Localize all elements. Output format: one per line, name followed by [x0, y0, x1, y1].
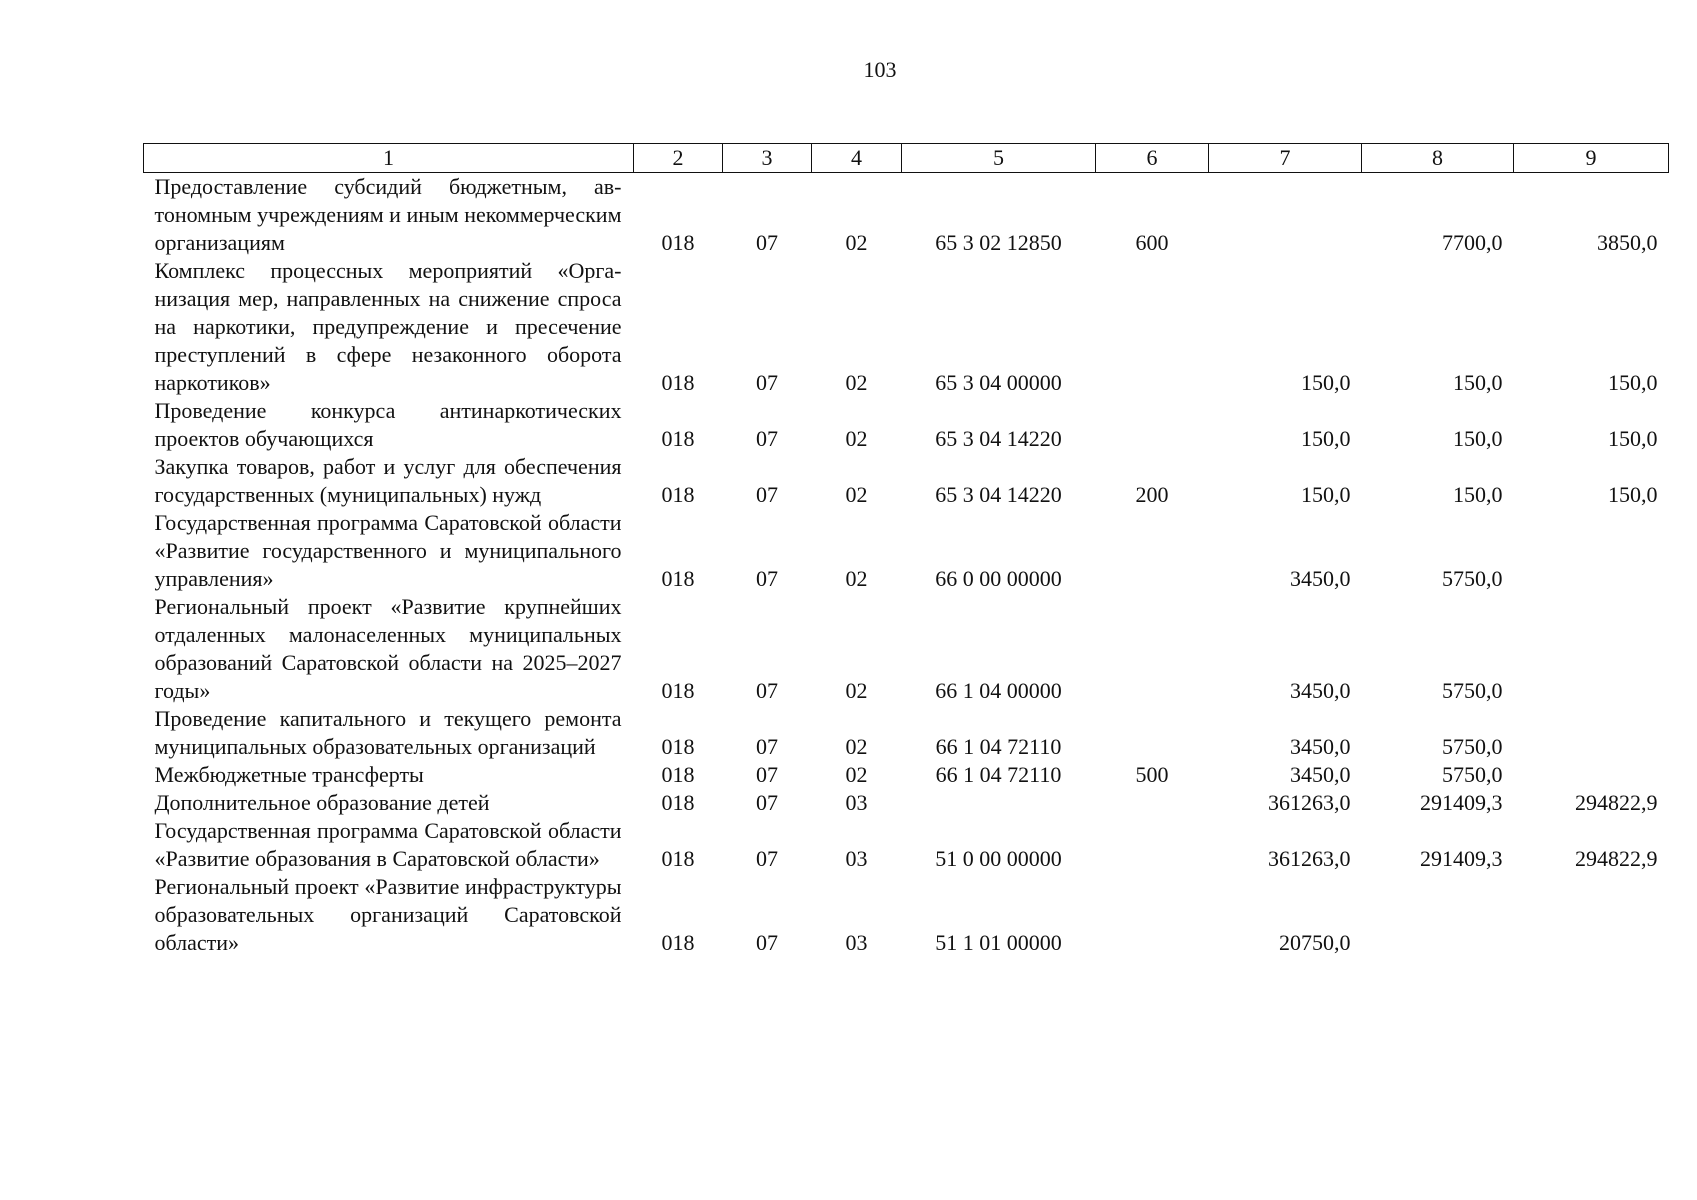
- amount-col8: 5750,0: [1442, 566, 1503, 591]
- table-row: [144, 789, 1669, 817]
- amount-col9: 150,0: [1608, 370, 1658, 395]
- section-code: 07: [756, 482, 778, 507]
- section-code: 07: [756, 370, 778, 395]
- amount-col9: [1514, 509, 1669, 593]
- ministry-code: 018: [661, 230, 695, 255]
- expense-type-code: [1096, 593, 1209, 705]
- row-description: Региональный проект «Развитие инфраструктуры образовательных организаций Саратовской области»: [154, 874, 622, 955]
- section-code: 07: [756, 930, 778, 955]
- amount-col7: 3450,0: [1290, 566, 1351, 591]
- amount-col8: [1362, 873, 1514, 957]
- row-description: Региональный проект «Развитие крупнейших отдаленных малонаселенных муниципальных образований Саратовской области на 2025–2027 годы»: [154, 594, 622, 703]
- column-header-1: 1: [144, 144, 634, 173]
- table-row: [144, 257, 1669, 397]
- row-description: Предоставление субсидий бюджетным, автономным учреждениям и иным некоммерческим организациям: [154, 174, 622, 255]
- expense-type-code: [1096, 509, 1209, 593]
- column-header-9: 9: [1514, 144, 1669, 173]
- section-code: 07: [756, 846, 778, 871]
- expense-type-code: [1096, 257, 1209, 397]
- subsection-code: 03: [845, 930, 868, 955]
- amount-col7: 150,0: [1301, 482, 1351, 507]
- section-code: 07: [756, 790, 778, 815]
- header-row: [144, 144, 1669, 173]
- table-row: [144, 817, 1669, 873]
- target-item-code: 66 1 04 00000: [935, 678, 1062, 703]
- target-item-code: 66 0 00 00000: [935, 566, 1062, 591]
- column-header-4: 4: [812, 144, 902, 173]
- expense-type-code: [1096, 705, 1209, 761]
- subsection-code: 02: [845, 678, 868, 703]
- amount-col7: 150,0: [1301, 426, 1351, 451]
- amount-col8: 150,0: [1453, 426, 1503, 451]
- row-description: Проведение капитального и текущего ремонта муниципальных образовательных организаций: [154, 706, 622, 759]
- expense-type-code: [1096, 789, 1209, 817]
- section-code: 07: [756, 230, 778, 255]
- amount-col9: 294822,9: [1575, 846, 1658, 871]
- ministry-code: 018: [661, 482, 695, 507]
- column-header-2: 2: [634, 144, 723, 173]
- section-code: 07: [756, 426, 778, 451]
- expense-type-code: [1096, 397, 1209, 453]
- table-row: [144, 873, 1669, 957]
- amount-col7: [1209, 173, 1362, 258]
- subsection-code: 02: [845, 426, 868, 451]
- subsection-code: 02: [845, 566, 868, 591]
- subsection-code: 02: [845, 762, 868, 787]
- table-row: [144, 705, 1669, 761]
- column-header-6: 6: [1096, 144, 1209, 173]
- amount-col8: 5750,0: [1442, 678, 1503, 703]
- table-row: [144, 761, 1669, 789]
- row-description: Межбюджетные трансферты: [154, 762, 424, 787]
- row-description: Комплекс процессных мероприятий «Организация мер, направленных на снижение спроса на наркотики, предупреждение и пресечение преступлений в сфере незаконного оборота наркотиков»: [154, 258, 622, 395]
- section-code: 07: [756, 678, 778, 703]
- expense-type-code: 200: [1135, 482, 1169, 507]
- amount-col8: 7700,0: [1442, 230, 1503, 255]
- table-row: [144, 453, 1669, 509]
- subsection-code: 03: [845, 790, 868, 815]
- amount-col9: 3850,0: [1597, 230, 1658, 255]
- amount-col8: 5750,0: [1442, 762, 1503, 787]
- amount-col9: [1514, 705, 1669, 761]
- ministry-code: 018: [661, 370, 695, 395]
- subsection-code: 03: [845, 846, 868, 871]
- page-number: 103: [863, 57, 897, 82]
- amount-col9: 150,0: [1608, 482, 1658, 507]
- target-item-code: 65 3 02 12850: [935, 230, 1062, 255]
- target-item-code: 51 0 00 00000: [935, 846, 1062, 871]
- section-code: 07: [756, 734, 778, 759]
- expense-type-code: [1096, 873, 1209, 957]
- section-code: 07: [756, 762, 778, 787]
- row-description: Проведение конкурса антинаркотических проектов обучающихся: [154, 398, 622, 451]
- subsection-code: 02: [845, 230, 868, 255]
- subsection-code: 02: [845, 734, 868, 759]
- ministry-code: 018: [661, 734, 695, 759]
- table-header: [144, 144, 1669, 173]
- expense-type-code: 600: [1135, 230, 1169, 255]
- ministry-code: 018: [661, 846, 695, 871]
- amount-col9: 294822,9: [1575, 790, 1658, 815]
- amount-col9: [1514, 873, 1669, 957]
- target-item-code: 66 1 04 72110: [935, 762, 1062, 787]
- ministry-code: 018: [661, 930, 695, 955]
- subsection-code: 02: [845, 482, 868, 507]
- amount-col7: 3450,0: [1290, 734, 1351, 759]
- target-item-code: 65 3 04 00000: [935, 370, 1062, 395]
- target-item-code: 65 3 04 14220: [935, 482, 1062, 507]
- section-code: 07: [756, 566, 778, 591]
- column-header-8: 8: [1362, 144, 1514, 173]
- column-header-7: 7: [1209, 144, 1362, 173]
- expense-type-code: 500: [1135, 762, 1169, 787]
- budget-table: [143, 143, 1669, 957]
- amount-col9: [1514, 593, 1669, 705]
- expense-type-code: [1096, 817, 1209, 873]
- amount-col8: 291409,3: [1420, 790, 1503, 815]
- target-item-code: 51 1 01 00000: [935, 930, 1062, 955]
- table-row: [144, 509, 1669, 593]
- row-description: Дополнительное образование детей: [154, 790, 490, 815]
- table-row: [144, 173, 1669, 258]
- amount-col8: 5750,0: [1442, 734, 1503, 759]
- column-header-5: 5: [902, 144, 1096, 173]
- subsection-code: 02: [845, 370, 868, 395]
- table-row: [144, 397, 1669, 453]
- amount-col8: 150,0: [1453, 482, 1503, 507]
- row-description: Государственная программа Саратовской области «Развитие государственного и муниципального управления»: [154, 510, 622, 591]
- amount-col9: 150,0: [1608, 426, 1658, 451]
- amount-col8: 150,0: [1453, 370, 1503, 395]
- row-description: Закупка товаров, работ и услуг для обеспечения государственных (муниципальных) нужд: [154, 454, 622, 507]
- amount-col7: 361263,0: [1268, 846, 1351, 871]
- ministry-code: 018: [661, 426, 695, 451]
- amount-col7: 361263,0: [1268, 790, 1351, 815]
- ministry-code: 018: [661, 762, 695, 787]
- column-header-3: 3: [723, 144, 812, 173]
- ministry-code: 018: [661, 678, 695, 703]
- amount-col7: 3450,0: [1290, 678, 1351, 703]
- target-item-code: 65 3 04 14220: [935, 426, 1062, 451]
- amount-col7: 150,0: [1301, 370, 1351, 395]
- target-item-code: [902, 789, 1096, 817]
- table-body: [144, 173, 1669, 958]
- amount-col7: 20750,0: [1279, 930, 1351, 955]
- amount-col8: 291409,3: [1420, 846, 1503, 871]
- target-item-code: 66 1 04 72110: [935, 734, 1062, 759]
- row-description: Государственная программа Саратовской области «Развитие образования в Саратовской области»: [154, 818, 622, 871]
- amount-col7: 3450,0: [1290, 762, 1351, 787]
- ministry-code: 018: [661, 566, 695, 591]
- ministry-code: 018: [661, 790, 695, 815]
- amount-col9: [1514, 761, 1669, 789]
- table-row: [144, 593, 1669, 705]
